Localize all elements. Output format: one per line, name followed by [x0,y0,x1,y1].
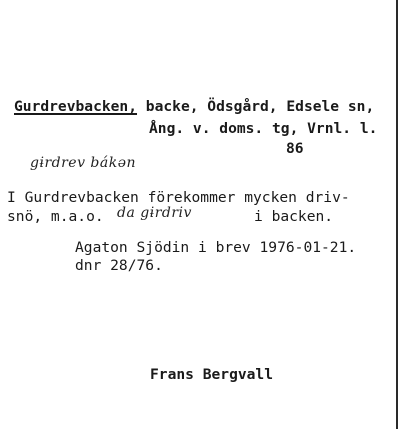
source-line-1: Agaton Sjödin i brev 1976-01-21. [75,239,357,256]
source-line-2: dnr 28/76. [75,257,163,274]
header-place: backe, Ödsgård, Edsele sn, [137,98,375,115]
header-line-2: Ång. v. doms. tg, Vrnl. l. [149,120,378,137]
handwritten-pronunciation: gɨrdrev bákən [30,155,137,171]
header-line-1 [14,98,374,116]
card-edge [396,0,398,429]
body-line-2-start: snö, m.a.o. [7,208,104,225]
body-line-1: I Gurdrevbacken förekommer mycken driv- [7,189,350,206]
signature: Frans Bergvall [150,366,274,383]
headword: Gurdrevbacken, [14,98,138,115]
body-line-2-end: i backen. [254,208,334,225]
handwritten-dialect-phrase: da gɨrdriv [117,205,192,221]
card-number: 86 [286,140,304,157]
